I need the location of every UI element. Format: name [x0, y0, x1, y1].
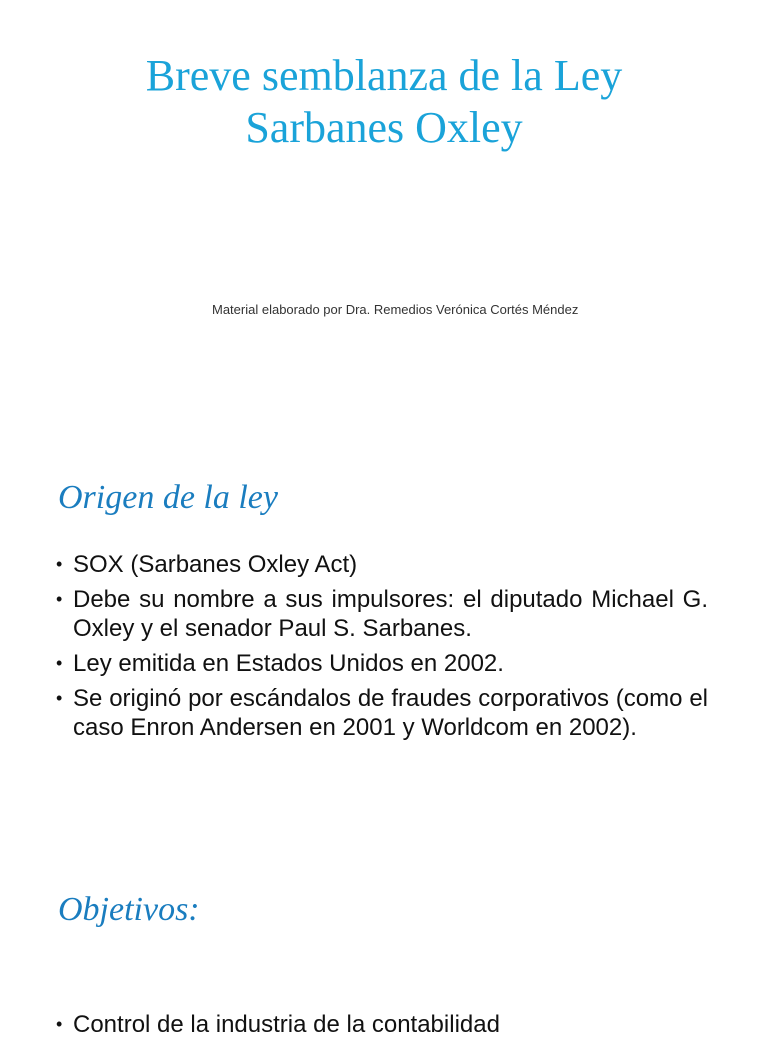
bullet-text: SOX (Sarbanes Oxley Act) — [73, 551, 358, 578]
objectives-bullet-list — [56, 1010, 708, 1045]
presentation-title — [40, 50, 728, 154]
bullet-item — [56, 684, 708, 742]
bullet-item — [56, 1010, 708, 1039]
bullet-text: Debe su nombre a sus impulsores: el diputado Michael G. Oxley y el senador Paul S. Sarbanes. — [73, 586, 708, 642]
title-slide — [0, 0, 768, 440]
bullet-item — [56, 649, 708, 678]
origin-slide — [0, 440, 768, 850]
title-line-2: Sarbanes Oxley — [245, 103, 523, 152]
bullet-icon: • — [56, 589, 63, 609]
bullet-text: Control de la industria de la contabilidad — [73, 1011, 500, 1038]
bullet-item — [56, 550, 708, 579]
bullet-text: Se originó por escándalos de fraudes corporativos (como el caso Enron Andersen en 2001 y Worldcom en 2002). — [73, 685, 708, 741]
objectives-slide — [0, 850, 768, 1038]
author-credit: Material elaborado por Dra. Remedios Verónica Cortés Méndez — [212, 302, 579, 317]
bullet-icon: • — [56, 1014, 63, 1034]
bullet-icon: • — [56, 554, 63, 574]
bullet-text: Ley emitida en Estados Unidos en 2002. — [73, 650, 504, 677]
bullet-icon: • — [56, 688, 63, 708]
bullet-icon: • — [56, 653, 63, 673]
origin-title: Origen de la ley — [58, 479, 278, 516]
title-line-1: Breve semblanza de la Ley — [145, 51, 623, 100]
objectives-title: Objetivos: — [58, 891, 200, 928]
origin-bullet-list — [56, 550, 708, 748]
bullet-item — [56, 585, 708, 643]
